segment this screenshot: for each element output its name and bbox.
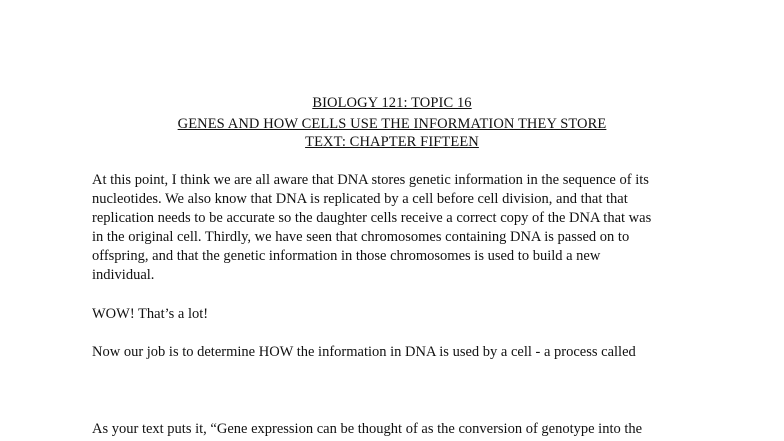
document-subtitle: GENES AND HOW CELLS USE THE INFORMATION THEY STORE: [177, 116, 607, 132]
paragraph-1-line-2: nucleotides. We also know that DNA is replicated by a cell before cell division, and that that: [92, 191, 628, 207]
paragraph-4: As your text puts it, “Gene expression can be thought of as the conversion of genotype into the: [92, 421, 643, 437]
document-title: BIOLOGY 121: TOPIC 16: [312, 95, 472, 111]
paragraph-1-line-4: in the original cell. Thirdly, we have seen that chromosomes containing DNA is passed on to: [92, 229, 630, 245]
paragraph-1-line-5: offspring, and that the genetic information in those chromosomes is used to build a new: [92, 248, 601, 264]
paragraph-1-line-1: At this point, I think we are all aware that DNA stores genetic information in the sequence of its: [92, 172, 649, 188]
document-text-reference: TEXT: CHAPTER FIFTEEN: [305, 134, 479, 150]
paragraph-3: Now our job is to determine HOW the information in DNA is used by a cell - a process called: [92, 344, 636, 360]
paragraph-2: WOW! That’s a lot!: [92, 306, 209, 322]
paragraph-1-line-3: replication needs to be accurate so the daughter cells receive a correct copy of the DNA that was: [92, 210, 652, 226]
paragraph-1-line-6: individual.: [92, 267, 155, 283]
